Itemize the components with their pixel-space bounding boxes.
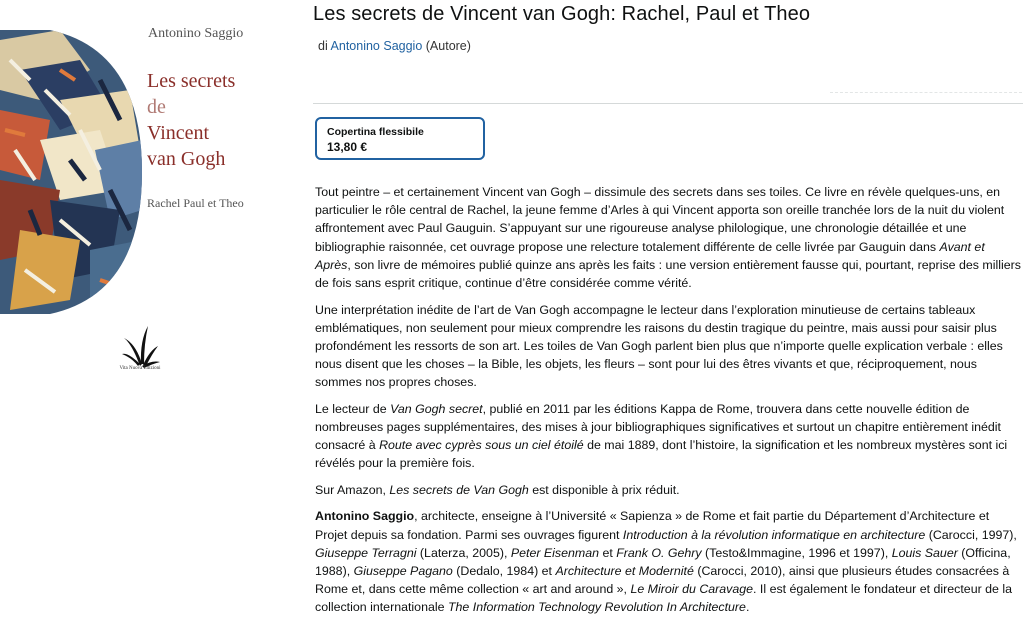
text: de mai 1889, dont l’histoire, la signification et les nombreux mystères sont ici révélés pour la première fois. [315,438,1008,471]
book-title-italic: Louis Sauer [891,545,958,560]
cover-title [147,68,235,172]
book-title-italic: Giuseppe Pagano [353,564,453,579]
book-title-italic: Le Miroir du Caravage [630,582,754,597]
text: , son livre de mémoires publié quinze ans après les faits : une version entièrement fausse qui, pourtant, reprise des milliers de fois sans esprit critique, continue d’être considérée comme vérité. [315,257,1021,291]
byline-prefix: di [318,39,328,53]
collection-title-italic: The Information Technology Revolution In Architecture [447,600,746,615]
cover-title-line: Vincent [147,122,210,144]
text: . [745,600,750,615]
cover-title-line: van Gogh [147,148,226,170]
divider [313,103,1023,104]
cover-subtitle: Rachel Paul et Theo [147,196,244,210]
text: (Officina, 1988), [315,545,1011,579]
divider [830,92,1022,94]
cover-title-line: Les secrets [147,70,236,92]
format-option-paperback[interactable] [315,117,485,160]
author-name-bold: Antonino Saggio [315,509,415,524]
book-title-italic: Frank O. Gehry [616,545,702,560]
text: , publié en 2011 par les éditions Kappa de Rome, trouvera dans cette nouvelle édition de nombreuses pages supplémentaires, des mises à jour bibliographiques significatives et surtout un chapitre entièrement inédit consacré à [315,401,1001,453]
text: Tout peintre – et certainement Vincent van Gogh – dissimule des secrets dans ses toiles. Ce livre en révèle quelques-uns, en particulier le rôle central de Rachel, la jeune femme d’Arles à qui Vincent apporta son oreille tranchée lors de la nuit du violent affrontement avec Paul Gauguin. S’appuyant sur une rigoureuse analyse philologique, une chronologie détaillée et une bibliographie raisonnée, cet ouvrage propose une relecture totalement différente de celle livrée par Gauguin dans [315,185,1005,254]
text: (Dedalo, 1984) et [452,564,556,579]
text: (Laterza, 2005), [416,545,511,560]
author-link[interactable]: Antonino Saggio [330,39,423,53]
book-title-italic: Architecture et Modernité [555,564,694,579]
description-paragraph: Une interprétation inédite de l’art de Van Gogh accompagne le lecteur dans l’exploration minutieuse de certains tableaux emblématiques, non seulement pour mieux comprendre les raisons du destin tragique du peintre, mais aussi pour saisir plus profondément les ressorts de son art. Les toiles de Van Gogh parlent bien plus que n’importe quelle explication verbale : elles nous disent que les choses – la Bible, les objets, les fleurs – sont pour lui des êtres vivants et que, réciproquement, nous sommes nos propres choses. [315,302,1003,390]
author-role: (Autore) [425,39,471,53]
text: (Testo&Immagine, 1996 et 1997), [701,545,892,560]
book-title-italic: Avant et Après [315,239,985,272]
product-title: Les secrets de Vincent van Gogh: Rachel, Paul et Theo [313,3,811,25]
author-bio-paragraph [315,507,1022,616]
book-title-italic: Introduction à la révolution informatique en architecture [622,527,926,542]
description-paragraph [315,400,1022,473]
text: Le lecteur de [315,401,391,416]
text: , architecte, enseigne à l’Université « Sapienza » de Rome et fait partie du Département d’Architecture et Projet depuis sa fondation. Parmi ses ouvrages figurent [315,509,990,542]
text: . Il est également le fondateur et directeur de la collection internationale [315,582,1013,615]
format-price: 13,80 € [327,140,368,154]
description-paragraph [315,481,1022,499]
text: Sur Amazon, [315,482,390,497]
text: est disponible à prix réduit. [528,482,680,497]
painting-title-italic: Route avec cyprès sous un ciel étoilé [379,438,584,453]
product-description [315,183,1022,625]
format-name: Copertina flessibile [327,126,424,138]
description-paragraph [315,183,1022,292]
cover-author: Antonino Saggio [148,26,244,41]
book-title-italic: Peter Eisenman [510,545,599,560]
book-title-italic: Van Gogh secret [390,401,483,416]
book-title-italic: Giuseppe Terragni [315,545,417,560]
cover-painting [0,30,142,314]
byline [318,39,471,53]
grass-tuft-logo-icon [118,322,162,368]
book-title-italic: Les secrets de Van Gogh [389,482,529,497]
cover-title-line: de [147,96,166,118]
text: (Carocci, 1997), [925,527,1017,542]
publisher-name: Vita Nuova Edizioni [119,366,161,371]
text: (Carocci, 2010), ainsi que plusieurs études consacrées à Rome et, dans cette même collection « art and around », [315,564,1010,597]
text: et [599,545,617,560]
book-cover-image[interactable] [0,0,300,631]
